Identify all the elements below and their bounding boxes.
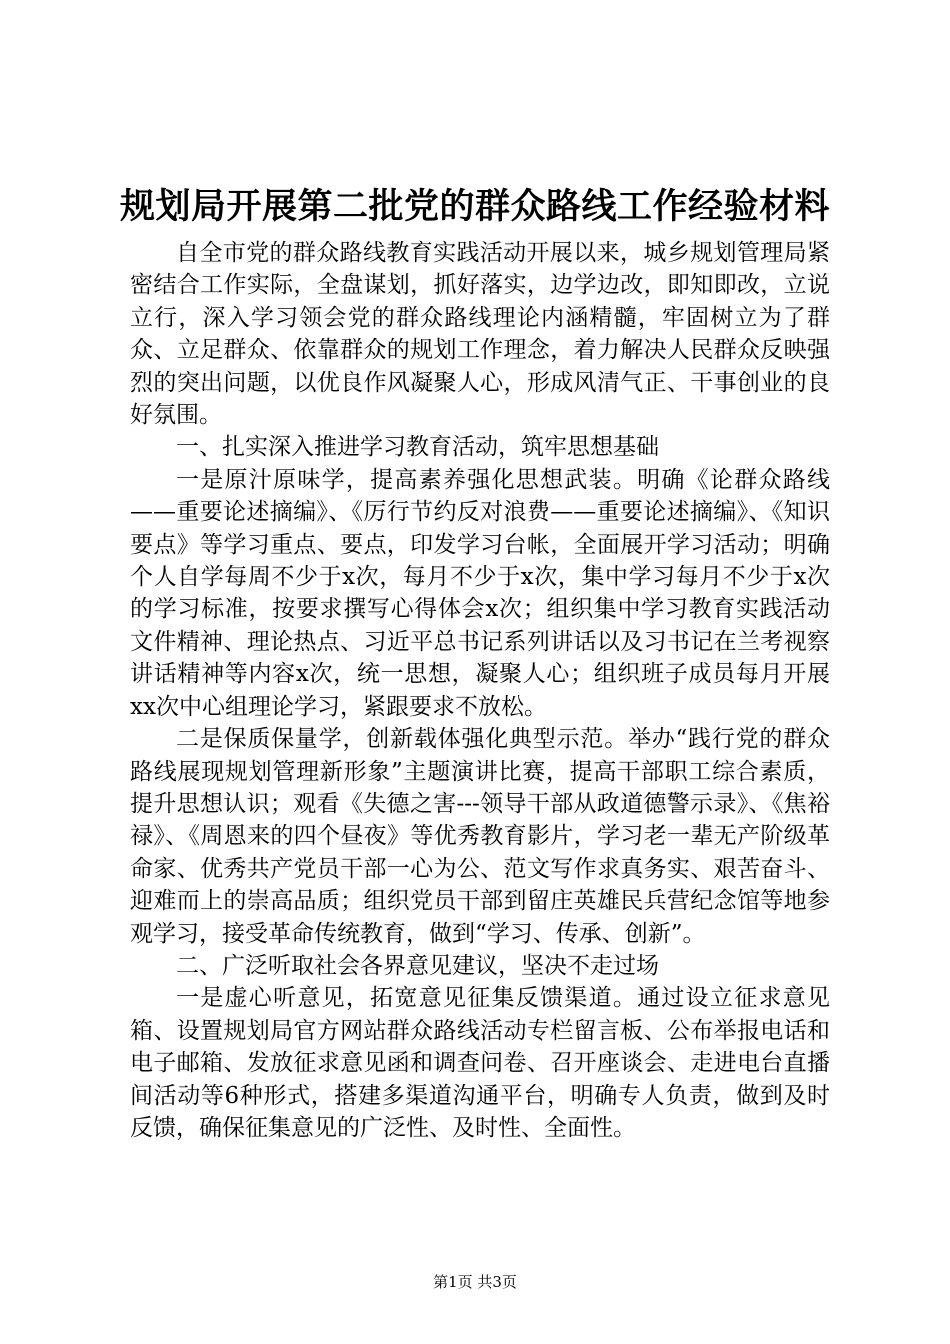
paragraph-1-1: 一是原汁原味学，提高素养强化思想武装。明确《论群众路线——重要论述摘编》、《厉行节约反对浪费——重要论述摘编》、《知识要点》等学习重点、要点，印发学习台帐，全面展开学习活动；明确个人自学每周不少于x次，每月不少于x次，集中学习每月不少于x次的学习标准，按要求撰写心得体会x次；组织集中学习教育实践活动文件精神、理论热点、习近平总书记系列讲话以及习书记在兰考视察讲话精神等内容x次，统一思想，凝聚人心；组织班子成员每月开展xx次中心组理论学习，紧跟要求不放松。 xyxy=(130,466,830,720)
page-number-footer: 第1页 共3页 xyxy=(433,1273,517,1291)
section-heading-1: 一、扎实深入推进学习教育活动，筑牢思想基础 xyxy=(176,434,659,461)
paragraph-2-1: 一是虚心听意见，拓宽意见征集反馈渠道。通过设立征求意见箱、设置规划局官方网站群众路线活动专栏留言板、公布举报电话和电子邮箱、发放征求意见函和调查问卷、召开座谈会、走进电台直播间活动等6种形式，搭建多渠道沟通平台，明确专人负责，做到及时反馈，确保征集意见的广泛性、及时性、全面性。 xyxy=(130,985,830,1141)
section-heading-2: 二、广泛听取社会各界意见建议，坚决不走过场 xyxy=(176,952,659,979)
paragraph-intro: 自全市党的群众路线教育实践活动开展以来，城乡规划管理局紧密结合工作实际，全盘谋划，抓好落实，边学边改，即知即改，立说立行，深入学习领会党的群众路线理论内涵精髓，牢固树立为了群众、立足群众、依靠群众的规划工作理念，着力解决人民群众反映强烈的突出问题，以优良作风凝聚人心，形成风清气正、干事创业的良好氛围。 xyxy=(130,240,830,429)
paragraph-1-2: 二是保质保量学，创新载体强化典型示范。举办“践行党的群众路线展现规划管理新形象”主题演讲比赛，提高干部职工综合素质，提升思想认识；观看《失德之害---领导干部从政道德警示录》、《焦裕禄》、《周恩来的四个昼夜》等优秀教育影片，学习老一辈无产阶级革命家、优秀共产党员干部一心为公、范文写作求真务实、艰苦奋斗、迎难而上的崇高品质；组织党员干部到留庄英雄民兵营纪念馆等地参观学习，接受革命传统教育，做到“学习、传承、创新”。 xyxy=(130,726,830,947)
document-title: 规划局开展第二批党的群众路线工作经验材料 xyxy=(119,186,830,227)
document-body xyxy=(130,237,830,1144)
